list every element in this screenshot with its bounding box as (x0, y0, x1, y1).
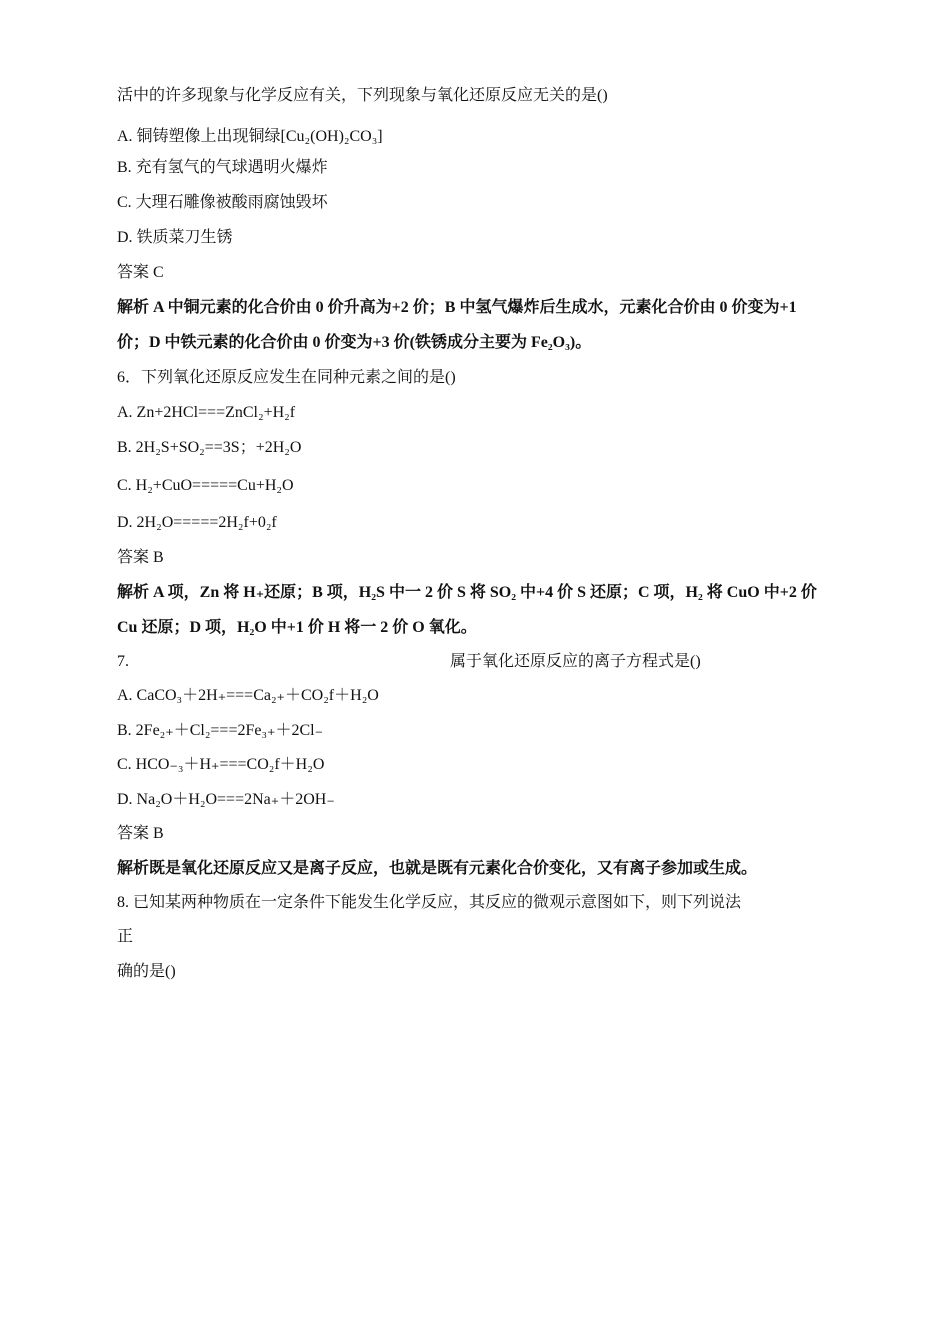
q5-analysis-line2: 价；D 中铁元素的化合价由 0 价变为+3 价(铁锈成分主要为 Fe₂O₃)。 (117, 334, 592, 351)
q7-stem-line (117, 652, 850, 672)
q7-analysis: 解析既是氧化还原反应又是离子反应，也就是既有元素化合价变化，又有离子参加或生成。 (117, 860, 758, 877)
q6-analysis-line2: Cu 还原；D 项，H₂O 中+1 价 H 将一 2 价 O 氧化。 (117, 619, 477, 636)
q5-option-b: B. 充有氢气的气球遇明火爆炸 (117, 159, 328, 176)
q7-option-b: B. 2Fe₂₊＋Cl₂===2Fe₃₊＋2Cl₋ (117, 722, 324, 739)
q7-option-a: A. CaCO₃＋2H₊===Ca₂₊＋CO₂f＋H₂O (117, 687, 379, 704)
q8-stem-line3: 确的是() (117, 963, 176, 980)
q5-answer: 答案 C (117, 264, 164, 281)
q5-option-c: C. 大理石雕像被酸雨腐蚀毁坏 (117, 194, 328, 211)
q6-option-b: B. 2H₂S+SO₂==3S；+2H₂O (117, 439, 302, 456)
q5-option-a: A. 铜铸塑像上出现铜绿[Cu₂(OH)₂CO₃] (117, 128, 383, 145)
q7-option-d: D. Na₂O＋H₂O===2Na₊＋2OH₋ (117, 791, 335, 808)
q8-stem-line1: 8. 已知某两种物质在一定条件下能发生化学反应，其反应的微观示意图如下，则下列说法 (117, 894, 742, 911)
q5-analysis-line1: 解析 A 中铜元素的化合价由 0 价升高为+2 价；B 中氢气爆炸后生成水，元素化合价由 0 价变为+1 (117, 299, 797, 316)
q8-stem-line2: 正 (117, 928, 134, 945)
q5-option-d: D. 铁质菜刀生锈 (117, 229, 233, 246)
q6-answer: 答案 B (117, 549, 164, 566)
q7-stem: 属于氧化还原反应的离子方程式是() (450, 653, 701, 670)
q6-stem: 6．下列氧化还原反应发生在同种元素之间的是() (117, 369, 456, 386)
q7-number: 7. (117, 653, 129, 670)
q6-analysis-line1: 解析 A 项，Zn 将 H₊还原；B 项，H₂S 中一 2 价 S 将 SO₂ 中+4 价 S 还原；C 项，H₂ 将 CuO 中+2 价 (117, 584, 817, 601)
q6-option-c: C. H₂+CuO=====Cu+H₂O (117, 477, 294, 494)
q5-stem: 活中的许多现象与化学反应有关，下列现象与氧化还原反应无关的是() (117, 87, 608, 104)
q7-option-c: C. HCO₋₃＋H₊===CO₂f＋H₂O (117, 756, 325, 773)
q6-option-d: D. 2H₂O=====2H₂f+0₂f (117, 514, 277, 531)
q6-option-a: A. Zn+2HCl===ZnCl₂+H₂f (117, 404, 296, 421)
q7-answer: 答案 B (117, 825, 164, 842)
